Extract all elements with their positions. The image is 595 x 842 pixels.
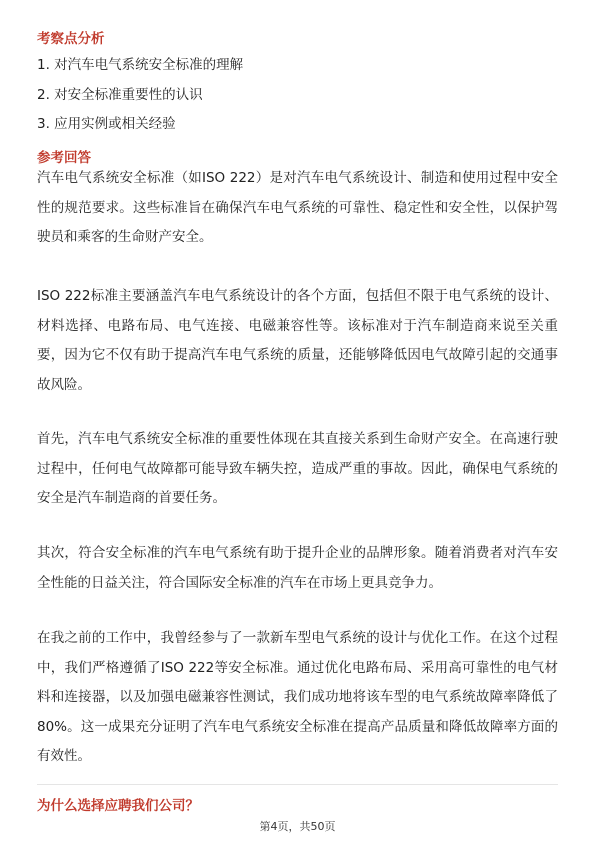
answer-paragraph-1: 汽车电气系统安全标准（如ISO 222）是对汽车电气系统设计、制造和使用过程中安全性的规范要求。这些标准旨在确保汽车电气系统的可靠性、稳定性和安全性，以保护驾驶员和乘客的生命财产安全。 bbox=[37, 170, 558, 245]
next-question-heading: 为什么选择应聘我们公司？ bbox=[37, 798, 199, 814]
analysis-heading: 考察点分析 bbox=[37, 31, 105, 47]
page-number: 第4页，共50页 bbox=[259, 820, 336, 833]
answer-paragraph-5: 在我之前的工作中，我曾经参与了一款新车型电气系统的设计与优化工作。在这个过程中，我们严格遵循了ISO 222等安全标准。通过优化电路布局、采用高可靠性的电气材料和连接器，以及加强电磁兼容性测试，我们成功地将该车型的电气系统故障率降低了80%。这一成果充分证明了汽车电气系统安全标准在提高产品质量和降低故障率方面的有效性。 bbox=[37, 630, 558, 764]
answer-paragraph-2: ISO 222标准主要涵盖汽车电气系统设计的各个方面，包括但不限于电气系统的设计、材料选择、电路布局、电气连接、电磁兼容性等。该标准对于汽车制造商来说至关重要，因为它不仅有助于提高汽车电气系统的质量，还能够降低因电气故障引起的交通事故风险。 bbox=[37, 288, 558, 393]
answer-paragraph-4: 其次，符合安全标准的汽车电气系统有助于提升企业的品牌形象。随着消费者对汽车安全性能的日益关注，符合国际安全标准的汽车在市场上更具竞争力。 bbox=[37, 545, 558, 591]
document-page bbox=[37, 0, 558, 842]
analysis-point-3: 3. 应用实例或相关经验 bbox=[37, 116, 176, 132]
section-divider bbox=[37, 784, 558, 785]
answer-paragraph-3: 首先，汽车电气系统安全标准的重要性体现在其直接关系到生命财产安全。在高速行驶过程中，任何电气故障都可能导致车辆失控，造成严重的事故。因此，确保电气系统的安全是汽车制造商的首要任务。 bbox=[37, 431, 558, 506]
analysis-point-1: 1. 对汽车电气系统安全标准的理解 bbox=[37, 57, 244, 73]
analysis-point-2: 2. 对安全标准重要性的认识 bbox=[37, 87, 203, 103]
answer-heading: 参考回答 bbox=[37, 150, 91, 166]
